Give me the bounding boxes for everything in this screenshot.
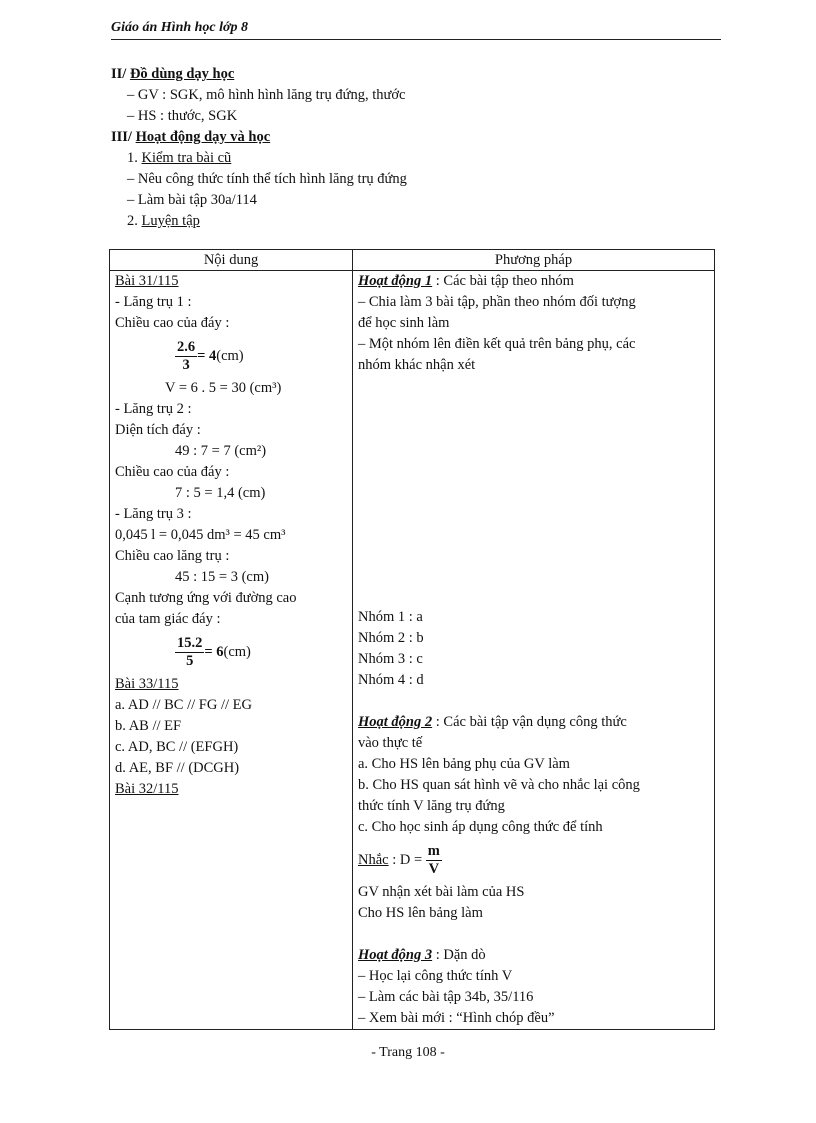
exercise-33-title: Bài 33/115 xyxy=(115,676,179,692)
group-2: Nhóm 2 : b xyxy=(358,630,424,646)
prism-1-label: - Lăng trụ 1 : xyxy=(115,294,192,310)
item-1-title: Kiểm tra bài cũ xyxy=(141,150,232,166)
exercise-33-a: a. AD // BC // FG // EG xyxy=(115,697,252,713)
density-numerator: m xyxy=(427,842,440,859)
activity-1-title: Hoạt động 1 xyxy=(358,273,433,289)
section-2-prefix: II/ xyxy=(111,66,127,82)
density-fraction xyxy=(426,843,442,878)
item-2-title: Luyện tập xyxy=(141,213,200,229)
section-2-heading xyxy=(111,64,721,85)
activity-2-a: a. Cho HS lên bảng phụ của GV làm xyxy=(358,756,570,772)
activity-2-heading xyxy=(358,712,709,733)
prism-2-label: - Lăng trụ 2 : xyxy=(115,401,192,417)
density-denominator: V xyxy=(428,860,440,877)
fraction-line-2 xyxy=(115,630,347,674)
table-header-row xyxy=(110,250,715,271)
activity-2-line-1: vào thực tế xyxy=(358,735,423,751)
spacer xyxy=(358,376,709,607)
calc-2a: 49 : 7 = 7 (cm²) xyxy=(175,443,267,459)
item-2-number: 2. xyxy=(127,213,138,229)
exercise-33-b: b. AB // EF xyxy=(115,718,182,734)
intro-section xyxy=(111,64,721,232)
prism-height-label: Chiều cao lăng trụ : xyxy=(115,548,230,564)
page-number: - Trang 108 - xyxy=(371,1045,445,1060)
fraction-2 xyxy=(175,635,204,670)
activity-2-title: Hoạt động 2 xyxy=(358,714,433,730)
volume-1: V = 6 . 5 = 30 (cm³) xyxy=(165,380,282,396)
item-1-line-b: – Làm bài tập 30a/114 xyxy=(127,192,257,208)
table-body-row xyxy=(110,271,715,1030)
activity-3-text: : Dặn dò xyxy=(432,947,486,963)
activity-2-b-2: thức tính V lăng trụ đứng xyxy=(358,798,505,814)
section-3-heading xyxy=(111,127,721,148)
fraction-line-1 xyxy=(115,334,347,378)
activity-1-line-2: để học sinh làm xyxy=(358,315,450,331)
activity-3-title: Hoạt động 3 xyxy=(358,947,433,963)
side-label-line-2: của tam giác đáy : xyxy=(115,611,221,627)
activity-2-text: : Các bài tập vận dụng công thức xyxy=(432,714,627,730)
fraction-2-unit: (cm) xyxy=(223,643,251,660)
fraction-2-result: = 6 xyxy=(204,643,224,660)
method-cell xyxy=(353,271,715,1030)
fraction-1 xyxy=(175,339,197,374)
unit-conversion: 0,045 l = 0,045 dm³ = 45 cm³ xyxy=(115,527,286,543)
fraction-1-denominator: 3 xyxy=(182,356,190,373)
lesson-table xyxy=(109,249,715,1030)
reminder-formula xyxy=(358,838,709,882)
gv-materials: – GV : SGK, mô hình hình lăng trụ đứng, thước xyxy=(127,87,406,103)
activity-3-line-3: – Xem bài mới : “Hình chóp đều” xyxy=(358,1010,555,1026)
spacer xyxy=(358,924,709,945)
fraction-1-numerator: 2.6 xyxy=(177,338,196,355)
activity-2-c: c. Cho học sinh áp dụng công thức để tính xyxy=(358,819,603,835)
exercise-33-d: d. AE, BF // (DCGH) xyxy=(115,760,240,776)
activity-3-line-2: – Làm các bài tập 34b, 35/116 xyxy=(358,989,534,1005)
exercise-33-c: c. AD, BC // (EFGH) xyxy=(115,739,239,755)
section-3-title: Hoạt động dạy và học xyxy=(135,129,271,145)
item-2-heading xyxy=(111,211,721,232)
activity-3-line-1: – Học lại công thức tính V xyxy=(358,968,513,984)
item-1-heading xyxy=(111,148,721,169)
content-cell xyxy=(110,271,353,1030)
section-2-title: Đồ dùng dạy học xyxy=(129,66,235,82)
group-3: Nhóm 3 : c xyxy=(358,651,423,667)
activity-1-text: : Các bài tập theo nhóm xyxy=(432,273,574,289)
base-area-label: Diện tích đáy : xyxy=(115,422,201,438)
activity-1-line-1: – Chia làm 3 bài tập, phần theo nhóm đối tượng xyxy=(358,294,636,310)
section-3-prefix: III/ xyxy=(111,129,132,145)
hs-materials: – HS : thước, SGK xyxy=(127,108,238,124)
activity-2-b-1: b. Cho HS quan sát hình vẽ và cho nhắc lại công xyxy=(358,777,640,793)
base-height-label-2: Chiều cao của đáy : xyxy=(115,464,230,480)
prism-3-label: - Lăng trụ 3 : xyxy=(115,506,192,522)
column-header-content: Nội dung xyxy=(110,250,353,271)
item-1-number: 1. xyxy=(127,150,138,166)
fraction-1-unit: (cm) xyxy=(216,347,244,364)
fraction-1-result: = 4 xyxy=(197,347,217,364)
group-1: Nhóm 1 : a xyxy=(358,609,423,625)
page-header: Giáo án Hình học lớp 8 xyxy=(111,20,721,40)
activity-1-line-4: nhóm khác nhận xét xyxy=(358,357,476,373)
base-height-label-1: Chiều cao của đáy : xyxy=(115,315,230,331)
activity-1-line-3: – Một nhóm lên điền kết quả trên bảng phụ, các xyxy=(358,336,636,352)
reminder-label: Nhắc xyxy=(358,851,389,868)
column-header-method: Phương pháp xyxy=(353,250,715,271)
fraction-2-numerator: 15.2 xyxy=(177,634,203,651)
fraction-2-denominator: 5 xyxy=(186,652,194,669)
spacer xyxy=(358,691,709,712)
exercise-32-title: Bài 32/115 xyxy=(115,781,179,797)
student-board: Cho HS lên bảng làm xyxy=(358,905,483,921)
calc-2b: 7 : 5 = 1,4 (cm) xyxy=(175,485,266,501)
item-1-line-a: – Nêu công thức tính thể tích hình lăng trụ đứng xyxy=(127,171,407,187)
side-label-line-1: Cạnh tương ứng với đường cao xyxy=(115,590,297,606)
calc-3: 45 : 15 = 3 (cm) xyxy=(175,569,269,585)
reminder-equation: : D = xyxy=(388,851,426,868)
activity-1-heading xyxy=(358,271,709,292)
activity-3-heading xyxy=(358,945,709,966)
exercise-31-title: Bài 31/115 xyxy=(115,273,179,289)
group-4: Nhóm 4 : d xyxy=(358,672,424,688)
teacher-review: GV nhận xét bài làm của HS xyxy=(358,884,525,900)
